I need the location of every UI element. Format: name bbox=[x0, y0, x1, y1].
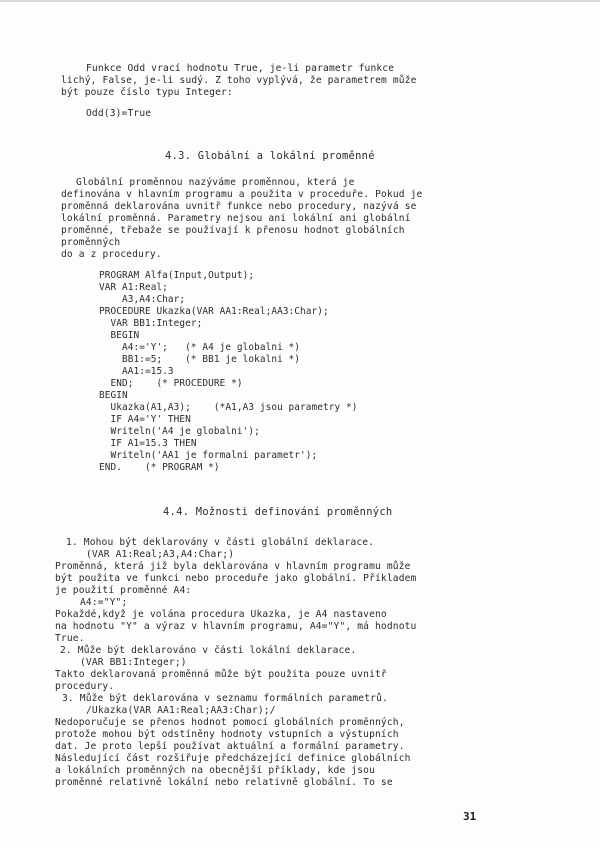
code-line: END. (* PROGRAM *) bbox=[99, 462, 220, 473]
text-line: proměnné relativně lokální nebo relativně globální. To se bbox=[55, 777, 393, 788]
text-line: Globální proměnnou nazýváme proměnnou, která je bbox=[76, 177, 355, 188]
text-line: True. bbox=[55, 633, 85, 644]
code-line: A3,A4:Char; bbox=[99, 294, 186, 305]
list-item: 2. Může být deklarováno v části lokální deklarace. bbox=[60, 645, 357, 656]
text-line: lokální proměnná. Parametry nejsou ani lokální ani globální bbox=[61, 213, 411, 224]
code-line: VAR BB1:Integer; bbox=[99, 318, 203, 329]
text-line: Následující část rozšiřuje předcházející definice globálních bbox=[55, 753, 411, 764]
text-line: být pouze číslo typu Integer: bbox=[61, 87, 233, 98]
code-line: Ukazka(A1,A3); (*A1,A3 jsou parametry *) bbox=[99, 402, 358, 413]
code-line: IF A4='Y' THEN bbox=[99, 414, 191, 425]
text-line: procedury. bbox=[55, 681, 115, 692]
text-line: lichý, False, je-li sudý. Z toho vyplývá, že parametrem může bbox=[61, 75, 417, 86]
text-line: Funkce Odd vrací hodnotu True, je-li parametr funkce bbox=[86, 63, 395, 74]
code-line: PROGRAM Alfa(Input,Output); bbox=[99, 270, 255, 281]
text-line: do a z procedury. bbox=[61, 249, 162, 260]
text-line: protože mohou být odstíněny hodnoty vstupních a výstupních bbox=[55, 729, 399, 740]
code-line: Writeln('A4 je globalni'); bbox=[99, 426, 260, 437]
text-line: proměnná deklarována uvnitř funkce nebo procedury, nazývá se bbox=[61, 201, 417, 212]
text-line: je použití proměnné A4: bbox=[55, 585, 192, 596]
code-line: BB1:=5; (* BB1 je lokalni *) bbox=[99, 354, 301, 365]
code-line: PROCEDURE Ukazka(VAR AA1:Real;AA3:Char); bbox=[99, 306, 329, 317]
text-line: na hodnotu "Y" a výraz v hlavním programu, A4="Y", má hodnotu bbox=[55, 621, 417, 632]
code-example: Odd(3)=True bbox=[86, 108, 152, 119]
scan-top-edge bbox=[0, 0, 600, 2]
code-line: BEGIN bbox=[99, 330, 140, 341]
code-line: A4:='Y'; (* A4 je globalni *) bbox=[99, 342, 301, 353]
text-line: /Ukazka(VAR AA1:Real;AA3:Char);/ bbox=[86, 705, 276, 716]
text-line: proměnné, třebaže se používají k přenosu hodnot globálních bbox=[61, 225, 405, 236]
text-line: (VAR BB1:Integer;) bbox=[80, 657, 187, 668]
text-line: a lokálních proměnných na obecnější příklady, kde jsou bbox=[55, 765, 375, 776]
text-line: Takto deklarovaná proměnná může být použita pouze uvnitř bbox=[55, 669, 387, 680]
code-line: VAR A1:Real; bbox=[99, 282, 168, 293]
code-line: AA1:=15.3 bbox=[99, 366, 174, 377]
text-line: dat. Je proto lepší používat aktuální a formální parametry. bbox=[55, 741, 405, 752]
list-item: 1. Mohou být deklarovány v části globální deklarace. bbox=[66, 537, 375, 548]
code-line: BEGIN bbox=[99, 390, 128, 401]
text-line: Proměnná, která již byla deklarována v hlavním programu může bbox=[55, 561, 411, 572]
text-line: Pokaždé,když je volána procedura Ukazka, je A4 nastaveno bbox=[55, 609, 387, 620]
text-line: Nedoporučuje se přenos hodnot pomocí globálních proměnných, bbox=[55, 717, 405, 728]
code-line: Writeln('AA1 je formalni parametr'); bbox=[99, 450, 318, 461]
text-line: A4:="Y"; bbox=[80, 597, 128, 608]
text-line: proměnných bbox=[61, 237, 121, 248]
code-line: END; (* PROCEDURE *) bbox=[99, 378, 243, 389]
code-line: IF A1=15.3 THEN bbox=[99, 438, 197, 449]
section-heading: 4.3. Globální a lokální proměnné bbox=[165, 150, 375, 162]
text-line: (VAR A1:Real;A3,A4:Char;) bbox=[86, 549, 235, 560]
page-number: 31 bbox=[463, 810, 477, 823]
text-line: definována v hlavním programu a použita v proceduře. Pokud je bbox=[61, 189, 423, 200]
text-line: být použita ve funkci nebo proceduře jako globální. Příkladem bbox=[55, 573, 417, 584]
list-item: 3. Může být deklarována v seznamu formálních parametrů. bbox=[62, 693, 388, 704]
section-heading: 4.4. Možnosti definování proměnných bbox=[163, 506, 393, 518]
